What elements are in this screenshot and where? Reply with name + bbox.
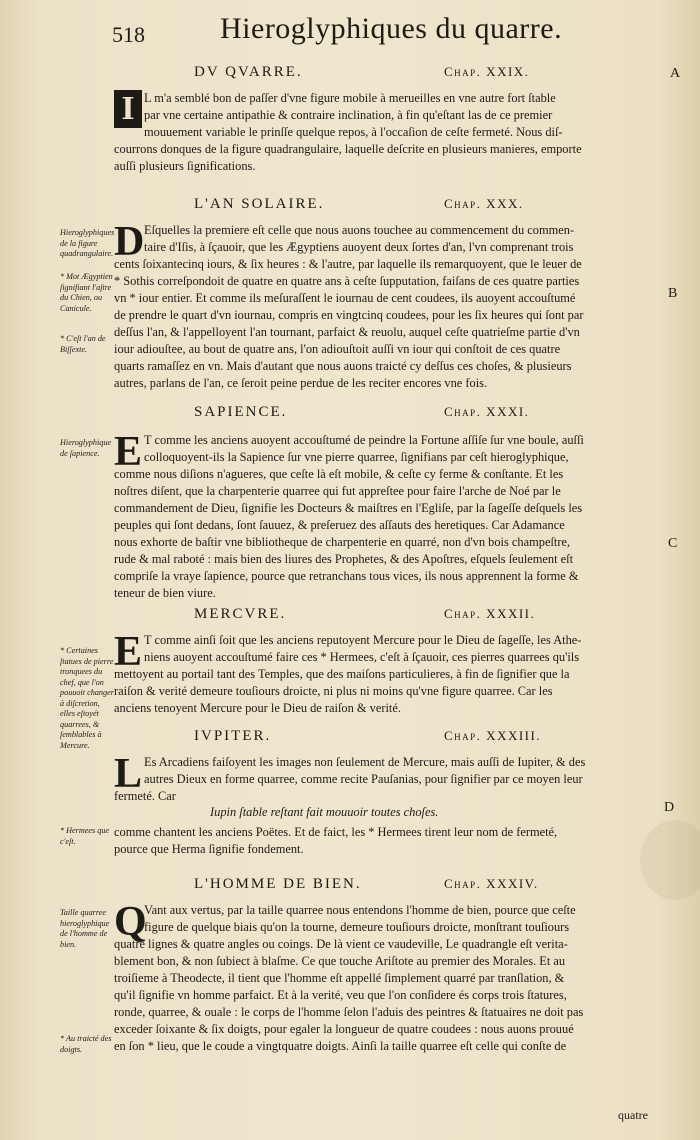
text-line: quarts ramaſſez en vn. Mais d'autant que nous auons traicté cy deſſus ces choſes, & plusieurs [114, 359, 572, 373]
margin-letter-d: D [664, 800, 675, 815]
chapter-heading [114, 404, 670, 424]
chapter-title: L'HOMME DE BIEN. [194, 876, 362, 892]
text-line: deſſus l'an, & l'appelloyent l'an tournant, parfaict & reuolu, auquel ceſte quatrieſme partie d'vn [114, 325, 580, 339]
chapter-number: Chap. XXXIV. [444, 876, 539, 891]
text-line: taire d'Iſis, à ſçauoir, que les Ægyptiens auoyent deux ſortes d'an, l'vn comprenant trois [144, 240, 574, 254]
text-line: niens auoyent accouſtumé faire ces * Hermees, c'eſt à ſçauoir, ces pierres quarrees qu'ils [144, 650, 580, 664]
text-line: pource que Herma ſignifie fondement. [114, 842, 304, 856]
text-line: troiſieme à Theodecte, il tient que l'homme eſt appellé ſimplement quarré par tranſlation, & [114, 971, 565, 985]
text-line: Vant aux vertus, par la taille quarree nous entendons l'homme de bien, pource que ceſte [144, 903, 576, 917]
chapter-heading [114, 876, 670, 896]
text-line: autres Dieux en forme quarree, comme recite Pauſanias, pour ſignifier par ce moyen leur [144, 772, 583, 786]
chapter-number: Chap. XXXIII. [444, 728, 542, 743]
chapter-number: Chap. XXXII. [444, 606, 536, 621]
margin-letter-a: A [670, 66, 681, 81]
catchword: quatre [618, 1108, 648, 1122]
text-line: de prendre le quart d'vn iournau, compris en vingtcinq coudees, pour les ſix heures qui ſont par [114, 308, 584, 322]
text-line: comme chantent les anciens Poëtes. Et de faict, les * Hermees tirent leur nom de fermeté, [114, 825, 558, 839]
text-line: comme nous diſions n'agueres, que ceſte là eſt mobile, & ceſte cy ferme & conſtante. Et les [114, 467, 564, 481]
marginal-note: * Hermees que c'eſt. [60, 826, 110, 846]
text-line: raiſon & verité demeure touſiours droicte, ni plus ni moins qu'vne figure quarree. Car les [114, 684, 553, 698]
chapter-heading [114, 64, 670, 84]
text-line: blement bon, & non ſubiect à blaſme. Ce que touche Ariſtote au premier des Morales. Et au [114, 954, 566, 968]
text-line: Eſquelles la premiere eſt celle que nous auons touchee au commencement du commen- [144, 223, 575, 237]
chapter-heading [114, 728, 670, 748]
text-line: nous exhorte de baſtir vne bibliotheque de charpenterie en quarré, non d'vn bois champeſtre, [114, 535, 571, 549]
drop-cap: Q [114, 899, 147, 945]
text-line: colloquoyent-ils la Sapience ſur vne pierre quarree, ſignifians par ceſt hieroglyphique, [144, 450, 569, 464]
chapter-title: DV QVARRE. [194, 64, 303, 80]
marginal-note: Taille quarree hieroglyphique de l'homme de bien. [60, 908, 110, 949]
text-line: anciens tenoyent Mercure pour le Dieu de raiſon & verité. [114, 701, 401, 715]
chapter-heading [114, 196, 670, 216]
verse-quote: Iupin ſtable reſtant fait mouuoir toutes choſes. [210, 805, 439, 819]
text-line: teneur de bien viure. [114, 586, 216, 600]
drop-cap: D [114, 219, 145, 265]
chapter-heading [114, 606, 670, 626]
chapter-title: MERCVRE. [194, 606, 287, 622]
text-line: commandement de Dieu, ſignifie les Docteurs & maiſtres en l'Egliſe, par la ſageſſe deſquels les [114, 501, 583, 515]
marginal-note: Hieroglyphique de ſapience. [60, 438, 112, 458]
text-line: courrons donques de la figure quadrangulaire, laquelle deſcrite en plusieurs manieres, emporte [114, 142, 582, 156]
text-line: T comme les anciens auoyent accouſtumé de peindre la Fortune aſſiſe ſur vne boule, auſſi [144, 433, 584, 447]
chapter-number: Chap. XXIX. [444, 64, 530, 79]
text-line: iour adiouſtee, au bout de quatre ans, l'on adiouſtoit auſſi vn iour qui conſtoit de ces quatre [114, 342, 561, 356]
page-header [0, 8, 700, 52]
text-line: mettoyent au portail tant des Temples, que des maiſons particulieres, à fin de ſignifier que la [114, 667, 570, 681]
running-title: Hieroglyphiques du quarre. [220, 12, 563, 45]
chapter-title: SAPIENCE. [194, 404, 288, 420]
marginal-note: * Au traicté des doigts. [60, 1034, 112, 1054]
drop-cap: E [114, 629, 143, 675]
text-line: T comme ainſi ſoit que les anciens reputoyent Mercure pour le Dieu de ſageſſe, les Athe- [144, 633, 582, 647]
text-line: fermeté. Car [114, 789, 176, 803]
chapter-number: Chap. XXXI. [444, 404, 530, 419]
marginal-note: Hieroglyphiques de la figure quadrangulaire. [60, 228, 115, 258]
chapter-title: IVPITER. [194, 728, 272, 744]
text-line: peuples qui ſont dedans, ſont ſauuez, & preſeruez des aſſauts des heretiques. Car Adamance [114, 518, 565, 532]
text-line: auſſi plusieurs ſignifications. [114, 159, 256, 173]
drop-cap: E [114, 429, 143, 475]
page-number: 518 [112, 22, 145, 47]
drop-cap: L [114, 751, 143, 797]
marginal-note: * C'eſt l'an de Biſſexte. [60, 334, 106, 354]
text-line: mouuement variable le prinſſe quelque repos, à l'occaſion de ceſte fermeté. Nous diſ- [144, 125, 563, 139]
text-line: par vne certaine antipathie & contraire inclination, à fin qu'eſtant las de ce premier [144, 108, 553, 122]
text-line: exceder ſoixante & ſix doigts, pour egaler la longueur de quatre coudees : nous auons prouué [114, 1022, 574, 1036]
margin-letter-b: B [668, 286, 678, 301]
marginal-note: * Certaines ſtatues de pierre tronquees du chef, que l'on pouuoit changer à diſcretion, elles eſtoyét quarrees, & ſemblables à Mercure. [60, 646, 114, 750]
text-line: en ſon * lieu, que le coude a vingtquatre doigts. Ainſi la taille quarree eſt celle qui conſte de [114, 1039, 567, 1053]
text-line: compriſe la vraye ſapience, pource que retranchans tous vices, ils nous apprennent la forme & [114, 569, 579, 583]
drop-cap: I [114, 90, 142, 128]
text-line: quatre lignes & quatre angles ou coings. De là vient ce vaudeville, Le quadrangle eſt verita- [114, 937, 568, 951]
text-line: vn * iour entier. Et comme ils meſuraſſent le iournau de cent coudees, ils auoyent accouſtumé [114, 291, 576, 305]
text-line: noſtres diſent, que la charpenterie quarree qui fut appreſtee pour faire l'arche de Noé par le [114, 484, 561, 498]
text-line: autres, parlans de l'an, ce ſeroit peine perdue de les reciter encores vne fois. [114, 376, 488, 390]
text-line: qu'il ſignifie vn homme parfaict. Et à la verité, veu que l'on conſidere és corps trois ſtatures, [114, 988, 567, 1002]
chapter-number: Chap. XXX. [444, 196, 524, 211]
text-line: cents ſoixantecinq iours, & ſix heures : & l'autre, par laquelle ils remarquoyent, que le leuer de [114, 257, 582, 271]
text-line: ronde, quarree, & ouale : le corps de l'homme ſelon l'aduis des peintres & ſtatuaires ne doit pas [114, 1005, 584, 1019]
text-line: Es Arcadiens faiſoyent les images non ſeulement de Mercure, mais auſſi de Iupiter, & des [144, 755, 586, 769]
text-line: rude & mal raboté : mais bien des liures des Prophetes, & des Apoſtres, eſquels ſeulement eſt [114, 552, 574, 566]
text-line: L m'a semblé bon de paſſer d'vne figure mobile à merueilles en vne autre fort ſtable [144, 91, 556, 105]
text-line: * Sothis correſpondoit de quatre en quatre ans à ceſte ſupputation, faiſans de ces quatre parties [114, 274, 580, 288]
text-line: figure de quelque biais qu'on la tourne, demeure touſiours droicte, monſtrant touſiours [144, 920, 570, 934]
margin-letter-c: C [668, 536, 678, 551]
marginal-note: * Mot Ægyptien ſignifiant l'aſtre du Chien, ou Canicule. [60, 272, 113, 313]
chapter-title: L'AN SOLAIRE. [194, 196, 325, 212]
